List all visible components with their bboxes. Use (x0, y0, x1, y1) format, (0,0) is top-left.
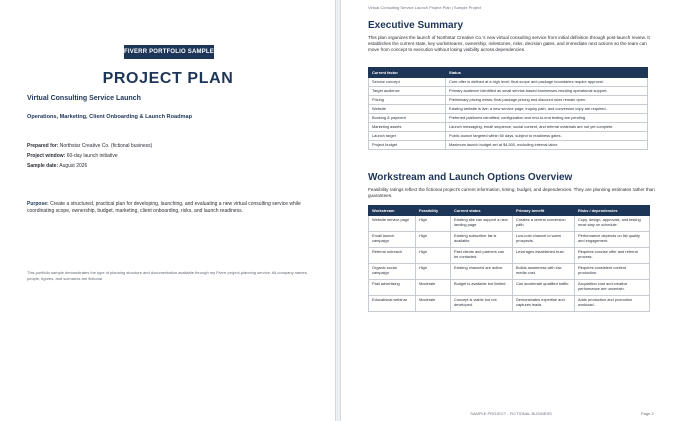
table-cell: Referral outreach (369, 248, 416, 264)
table-cell: Core offer is defined at a high level; final scope and package boundaries require approval. (446, 78, 648, 87)
table-cell: Moderate (416, 280, 451, 296)
table-cell: Requires concise offer and referral process. (575, 248, 650, 264)
document-kicker: Operations, Marketing, Client Onboarding & Launch Roadmap (27, 114, 193, 120)
table-row (369, 132, 648, 141)
page-footer: SAMPLE PROJECT - FICTIONAL BUSINESS (470, 411, 552, 416)
sample-date-value: August 2026 (59, 163, 88, 169)
table-cell: Launch target (369, 132, 446, 141)
sample-date-label: Sample date: (27, 163, 59, 169)
project-window-line (27, 153, 118, 159)
table-row (369, 96, 648, 105)
table-cell: Builds awareness with low media cost. (513, 264, 575, 280)
table-cell: Requires consistent content production. (575, 264, 650, 280)
project-window-value: 60-day launch initiative (66, 153, 118, 159)
workstream-heading: Workstream and Launch Options Overview (368, 172, 573, 183)
table-cell: Email launch campaign (369, 232, 416, 248)
table-header-row (369, 206, 650, 216)
table-row (369, 105, 648, 114)
table-cell: Can accelerate qualified traffic. (513, 280, 575, 296)
prepared-for-line (27, 143, 152, 149)
current-factors-table (368, 67, 648, 150)
purpose-paragraph (27, 201, 312, 215)
project-window-label: Project window: (27, 153, 66, 159)
workstream-intro-text: Feasibility ratings reflect the fictional project's current information, timing, budget, and dependencies. They are planning estimates rather than guarantees. (368, 187, 655, 199)
running-header: Virtual Consulting Service Launch Project Plan | Sample Project (368, 5, 482, 10)
column-header: Feasibility (416, 206, 451, 216)
prepared-for-label: Prepared for: (27, 143, 59, 149)
table-row (369, 216, 650, 232)
table-cell: Creates a central conversion path. (513, 216, 575, 232)
table-cell: Project budget (369, 141, 446, 150)
table-row (369, 114, 648, 123)
table-row (369, 232, 650, 248)
table-cell: Past clients and partners can be contacted. (451, 248, 513, 264)
table-cell: Existing site can support a new landing page. (451, 216, 513, 232)
table-row (369, 248, 650, 264)
table-cell: Target audience (369, 87, 446, 96)
table-row (369, 141, 648, 150)
column-header: Current status (451, 206, 513, 216)
table-cell: Organic social campaign (369, 264, 416, 280)
sample-date-line (27, 163, 87, 169)
table-row (369, 264, 650, 280)
content-page (340, 0, 680, 421)
table-cell: Acquisition cost and creative performance are uncertain. (575, 280, 650, 296)
table-cell: Public launch targeted within 60 days, subject to readiness gates. (446, 132, 648, 141)
table-cell: Marketing assets (369, 123, 446, 132)
table-cell: Low-cost channel to warm prospects. (513, 232, 575, 248)
table-cell: Existing channels are active. (451, 264, 513, 280)
table-row (369, 280, 650, 296)
prepared-for-value: Northstar Creative Co. (fictional business) (59, 143, 153, 149)
table-cell: Pricing (369, 96, 446, 105)
column-header: Current factor (369, 68, 446, 78)
table-row (369, 87, 648, 96)
column-header: Status (446, 68, 648, 78)
table-cell: Leverages established trust. (513, 248, 575, 264)
table-cell: Website (369, 105, 446, 114)
table-cell: Existing subscriber list is available. (451, 232, 513, 248)
table-cell: High (416, 216, 451, 232)
table-cell: Performance depends on list quality and engagement. (575, 232, 650, 248)
table-cell: Budget is available but limited. (451, 280, 513, 296)
table-cell: Educational webinar (369, 296, 416, 312)
table-cell: Adds production and promotion workload. (575, 296, 650, 312)
column-header: Primary benefit (513, 206, 575, 216)
column-header: Workstream (369, 206, 416, 216)
page-number: Page 2 (641, 411, 654, 416)
table-cell: Maximum launch budget set at $4,500, excluding internal labor. (446, 141, 648, 150)
table-cell: Copy, design, approvals, and testing must stay on schedule. (575, 216, 650, 232)
table-cell: Existing website is live; a new service page, inquiry path, and conversion copy are required. (446, 105, 648, 114)
table-cell: Preliminary pricing exists; final package pricing and discount rules remain open. (446, 96, 648, 105)
purpose-label: Purpose: (27, 201, 49, 207)
column-header: Risks / dependencies (575, 206, 650, 216)
purpose-text: Create a structured, practical plan for developing, launching, and evaluating a new virtual consulting service while coordinating scope, ownership, budget, marketing, client onboarding, risks, and launch readiness. (27, 201, 301, 214)
workstream-table (368, 205, 650, 312)
table-row (369, 296, 650, 312)
table-header-row (369, 68, 648, 78)
table-cell: Moderate (416, 296, 451, 312)
table-cell: Booking & payment (369, 114, 446, 123)
table-cell: Website service page (369, 216, 416, 232)
document-subtitle: Virtual Consulting Service Launch (27, 95, 141, 102)
disclaimer-text: This portfolio sample demonstrates the type of planning structure and documentation available through my Fiverr project-planning service. All company names, people, figures, and scenarios are fictional. (27, 270, 308, 281)
cover-page (0, 0, 336, 421)
table-cell: High (416, 248, 451, 264)
table-cell: Service concept (369, 78, 446, 87)
table-cell: Launch messaging, email sequence, social content, and referral materials are not yet complete. (446, 123, 648, 132)
executive-summary-heading: Executive Summary (368, 20, 464, 31)
table-cell: High (416, 264, 451, 280)
table-cell: High (416, 232, 451, 248)
table-cell: Primary audience identified as small service-based businesses needing operational support. (446, 87, 648, 96)
table-row (369, 123, 648, 132)
table-cell: Concept is viable but not developed. (451, 296, 513, 312)
executive-summary-text: This plan organizes the launch of Northstar Creative Co.'s new virtual consulting service from initial definition through post-launch review. It establishes the current state, key workstreams, ownership, milestones, risks, decision gates, and immediate next actions so the team can move from concept to execution without losing visibility across dependencies. (368, 35, 650, 53)
table-cell: Preferred platforms identified; configuration and end-to-end testing are pending. (446, 114, 648, 123)
table-row (369, 78, 648, 87)
document-title: PROJECT PLAN (102, 70, 234, 87)
table-cell: Demonstrates expertise and captures leads. (513, 296, 575, 312)
table-cell: Paid advertising (369, 280, 416, 296)
portfolio-badge: FIVERR PORTFOLIO SAMPLE (124, 45, 214, 59)
